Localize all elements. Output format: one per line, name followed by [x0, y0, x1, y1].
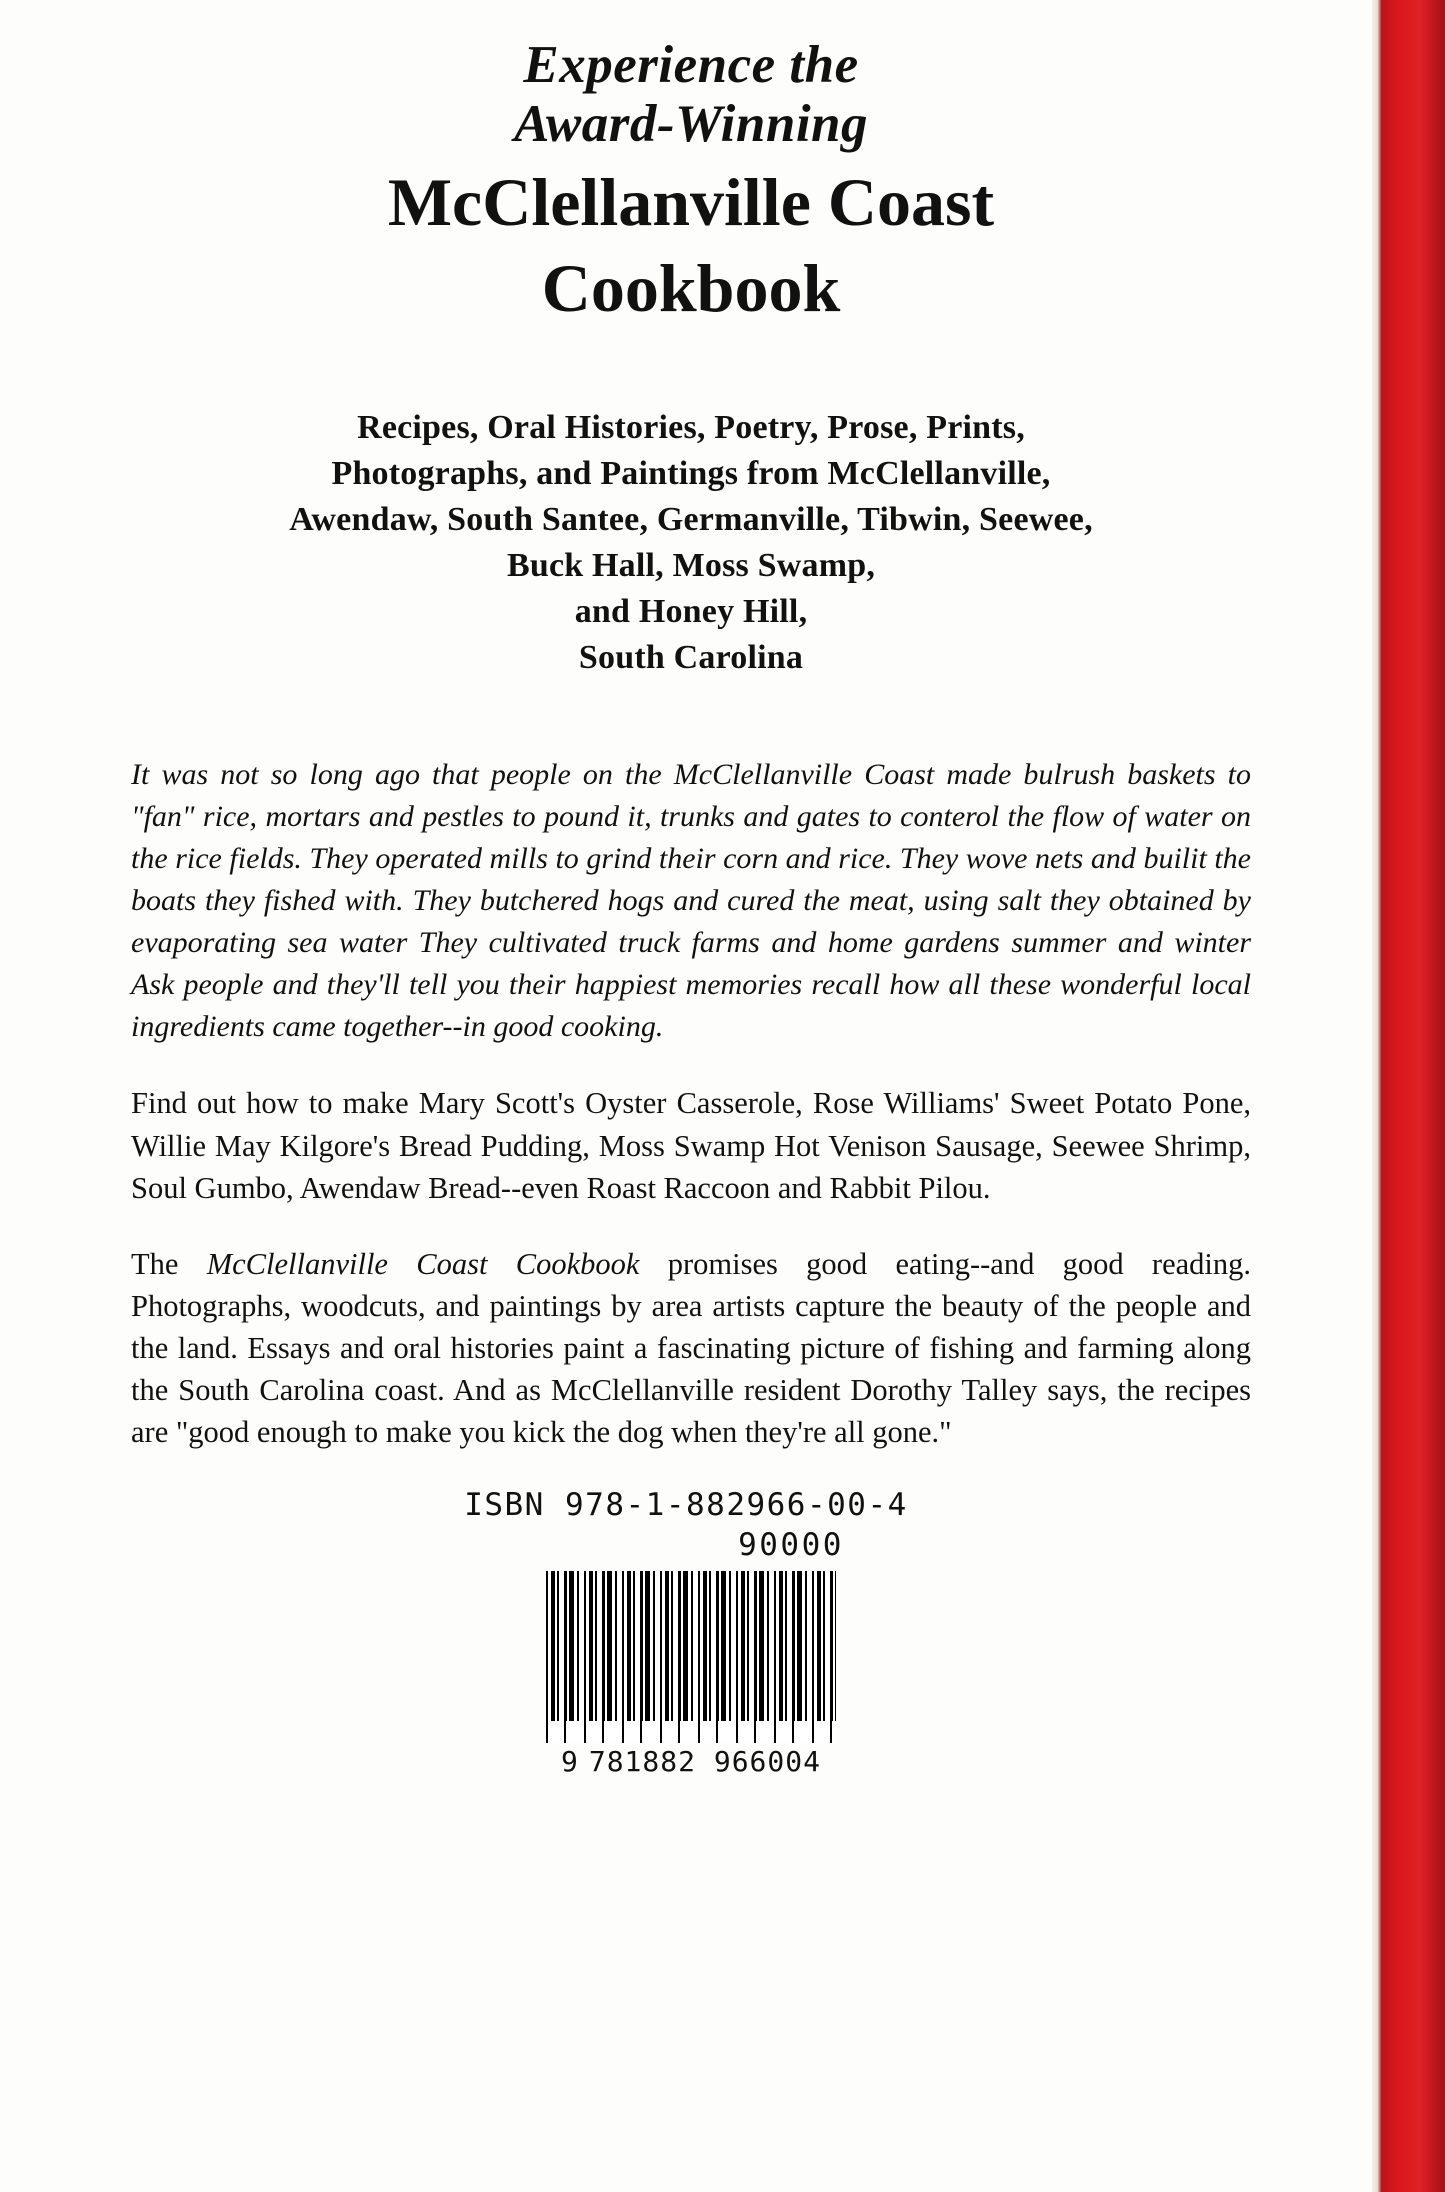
title-eyebrow-line-2: Award-Winning: [513, 95, 869, 154]
body-text-area: [131, 754, 1251, 1777]
title-block: [0, 0, 1382, 327]
subtitle-line: Photographs, and Paintings from McClellanville,: [331, 454, 1051, 492]
isbn-price-extension: 90000: [738, 1527, 844, 1564]
subtitle-line: Awendaw, South Santee, Germanville, Tibwin, Seewee,: [289, 500, 1093, 538]
book-title-reference: McClellanville Coast Cookbook: [206, 1246, 640, 1281]
barcode: [546, 1571, 836, 1778]
subtitle-line: and Honey Hill,: [574, 592, 808, 630]
barcode-lead-digit: 9: [560, 1745, 579, 1779]
subtitle-line: South Carolina: [578, 638, 804, 676]
recipes-paragraph: Find out how to make Mary Scott's Oyster Casserole, Rose Williams' Sweet Potato Pone, Willie May Kilgore's Bread Pudding, Moss Swamp Hot Venison Sausage, Seewee Shrimp, Soul Gumbo, Awendaw Bread--even Roast Raccoon and Rabbit Pilou.: [131, 1086, 1251, 1205]
subtitle-block: [0, 405, 1382, 680]
book-title-line-2: Cookbook: [541, 249, 841, 326]
title-eyebrow-line-1: Experience the: [523, 36, 859, 94]
barcode-bars: [546, 1571, 836, 1721]
barcode-bars-guard: [546, 1721, 836, 1743]
description-part-2: promises good eating--and good reading. Photographs, woodcuts, and paintings by area artists capture the beauty of the people and the land. Essays and oral histories paint a fascinating picture of fishing and farming along the South Carolina coast. And as McClellanville resident Dorothy Talley says, the recipes are "good enough to make you kick the dog when they're all gone.": [131, 1246, 1251, 1449]
book-title-line-1: McClellanville Coast: [387, 163, 995, 240]
intro-paragraph: It was not so long ago that people on the McClellanville Coast made bulrush baskets to "fan" rice, mortars and pestles to pound it, trunks and gates to conterol the flow of water on the rice fields. They operated mills to grind their corn and rice. They wove nets and builit the boats they fished with. They butchered hogs and cured the meat, using salt they obtained by evaporating sea water They cultivated truck farms and home gardens summer and winter Ask people and they'll tell you their happiest memories recall how all these wonderful local ingredients came together--in good cooking.: [131, 758, 1251, 1044]
barcode-digits: [546, 1745, 836, 1778]
description-paragraph: [131, 1243, 1251, 1453]
barcode-main-digits: 781882 966004: [588, 1745, 821, 1779]
isbn-barcode-area: [131, 1487, 1251, 1777]
book-spine-stripe: [1382, 0, 1445, 2192]
subtitle-line: Recipes, Oral Histories, Poetry, Prose, Prints,: [357, 409, 1025, 447]
subtitle-line: Buck Hall, Moss Swamp,: [506, 546, 876, 584]
isbn-number: ISBN 978-1-882966-00-4: [464, 1487, 908, 1524]
description-part-1: The: [131, 1246, 207, 1281]
spine-edge-shadow: [1372, 0, 1382, 2192]
